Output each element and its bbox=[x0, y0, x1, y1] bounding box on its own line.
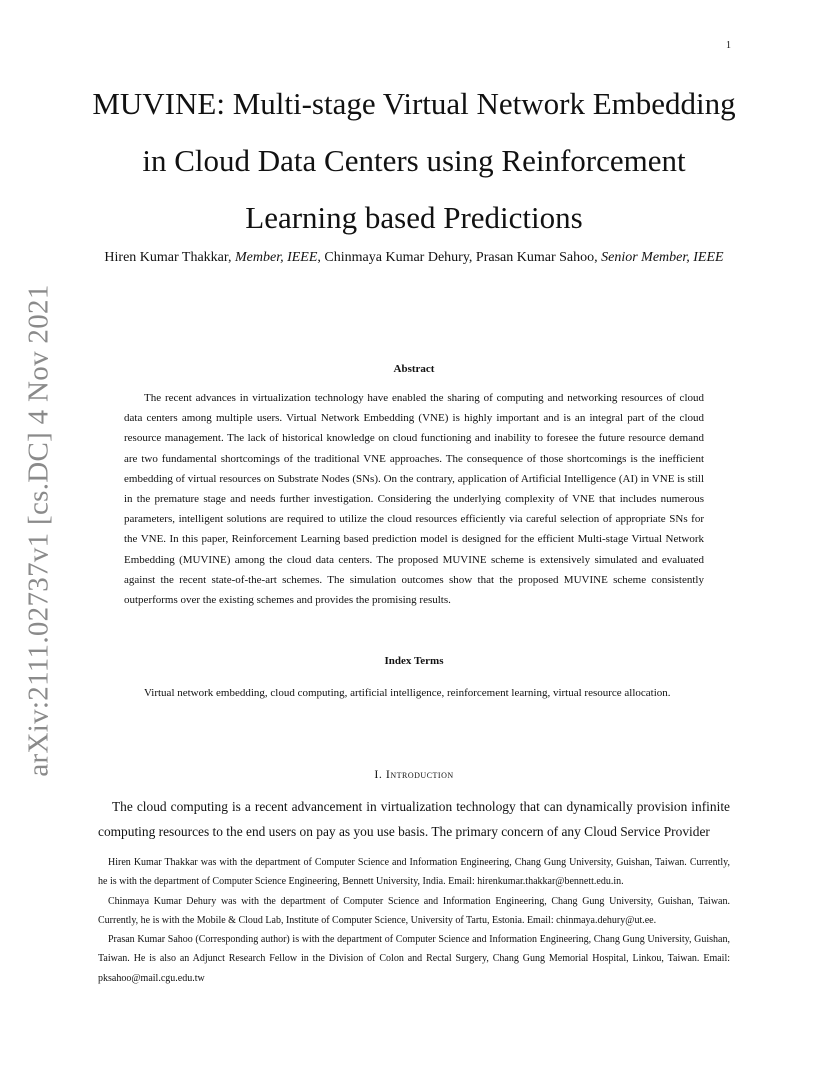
arxiv-identifier-text: arXiv:2111.02737v1 [cs.DC] 4 Nov 2021 bbox=[22, 283, 55, 777]
author-thakkar-role: Member, IEEE bbox=[235, 250, 318, 265]
section-number: I. bbox=[374, 767, 383, 781]
section-title: Introduction bbox=[385, 767, 454, 781]
page-number: 1 bbox=[726, 40, 731, 51]
footnote-dehury: Chinmaya Kumar Dehury was with the department of Computer Science and Information Engineering, Chang Gung University, Guishan, Taiwan. Currently, he is with the Mobile & Cloud Lab, Institute of Computer Science, University of Tartu, Estonia. Email: chinmaya.dehury@ut.ee. bbox=[98, 895, 730, 926]
abstract-text: The recent advances in virtualization technology have enabled the sharing of computing and networking resources of cloud data centers among multiple users. Virtual Network Embedding (VNE) is highly important and is an integral part of the cloud resource management. The lack of historical knowledge on cloud functioning and inability to foresee the future resource demand are two fundamental shortcomings of the traditional VNE approaches. The consequence of those shortcomings is the inefficient embedding of virtual resources on Substrate Nodes (SNs). On the contrary, application of Artificial Intelligence (AI) in VNE is still in the premature stage and needs further investigation. Considering the underlying complexity of VNE that includes numerous parameters, intelligent solutions are required to utilize the cloud resources efficiently via careful selection of appropriate SNs for the VNE. In this paper, Reinforcement Learning based prediction model is designed for the efficient Multi-stage Virtual Network Embedding (MUVINE) among the cloud data centers. The proposed MUVINE scheme is extensively simulated and evaluated against the recent state-of-the-art schemes. The simulation outcomes show that the proposed MUVINE scheme consistently outperforms over the existing schemes and provides the promising results. bbox=[124, 392, 704, 607]
author-thakkar: Hiren Kumar Thakkar, bbox=[104, 250, 232, 265]
abstract-heading: Abstract bbox=[393, 363, 435, 375]
footnote-sahoo: Prasan Kumar Sahoo (Corresponding author) is with the department of Computer Science and Information Engineering, Chang Gung University, Guishan, Taiwan. He is also an Adjunct Research Fellow in the Division of Colon and Rectal Surgery, Chang Gung Memorial Hospital, Linkou, Taiwan. Email: pksahoo@mail.cgu.edu.tw bbox=[98, 934, 730, 984]
author-sahoo-role: Senior Member, IEEE bbox=[601, 250, 724, 265]
footnote-thakkar: Hiren Kumar Thakkar was with the department of Computer Science and Information Engineering, Chang Gung University, Guishan, Taiwan. Currently, he is with the department of Computer Science Engineering, Bennett University, India. Email: hirenkumar.thakkar@bennett.edu.in. bbox=[98, 857, 730, 888]
index-terms-heading: Index Terms bbox=[384, 655, 444, 667]
arxiv-identifier-stamp bbox=[14, 283, 64, 777]
index-terms-text: Virtual network embedding, cloud computing, artificial intelligence, reinforcement learning, virtual resource allocation. bbox=[144, 687, 671, 699]
author-list bbox=[98, 244, 730, 271]
introduction-text: The cloud computing is a recent advancement in virtualization technology that can dynamically provision infinite computing resources to the end users on pay as you use basis. The primary concern of any Cloud Service Provider bbox=[98, 799, 730, 839]
introduction-heading bbox=[98, 767, 730, 782]
author-footnotes bbox=[98, 853, 730, 988]
author-dehury-sahoo: , Chinmaya Kumar Dehury, Prasan Kumar Sahoo, bbox=[317, 250, 598, 265]
paper-title: MUVINE: Multi-stage Virtual Network Embedding in Cloud Data Centers using Reinforcement Learning based Predictions bbox=[92, 86, 736, 235]
